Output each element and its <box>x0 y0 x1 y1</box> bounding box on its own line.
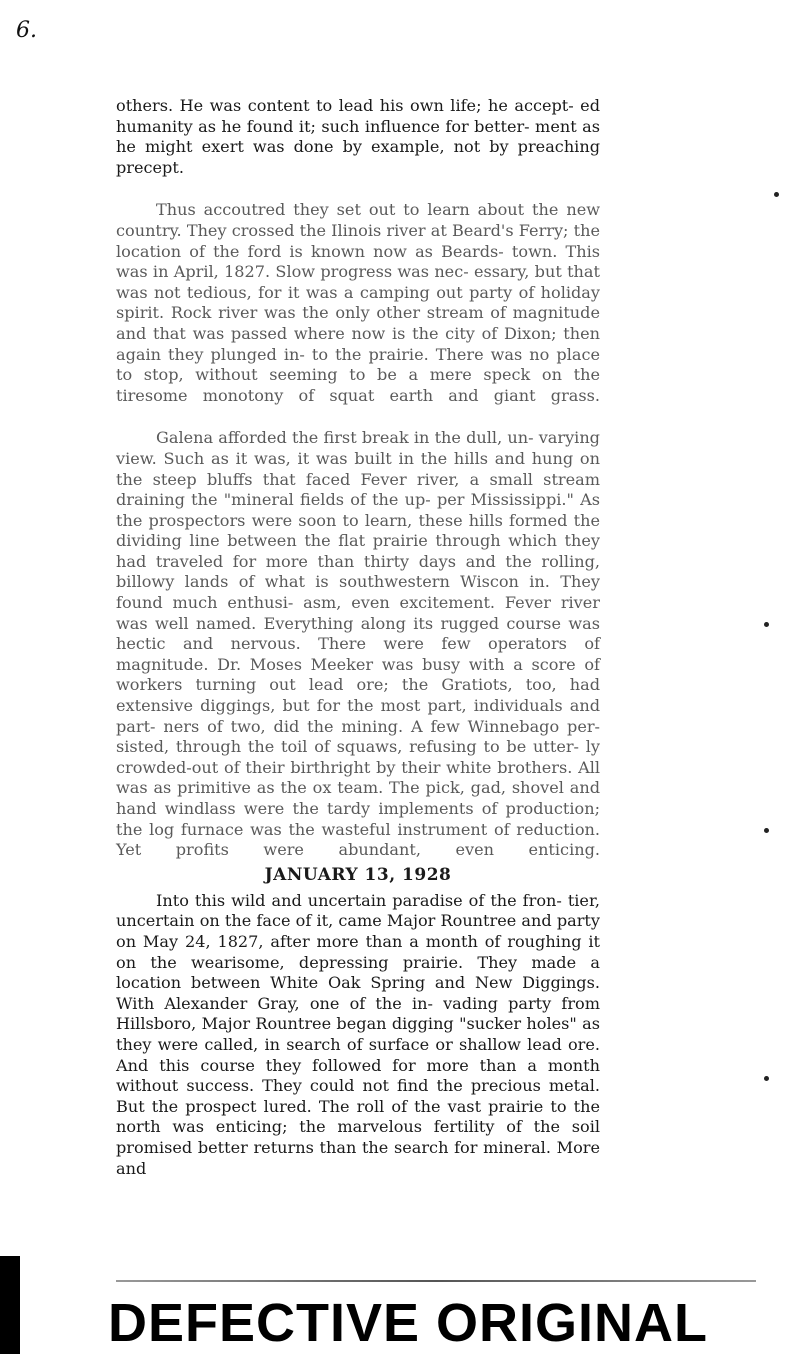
scan-edge-bar <box>0 1256 20 1354</box>
page-number: 6. <box>16 18 37 43</box>
footer-rule <box>116 1280 756 1282</box>
paragraph-2: Thus accoutred they set out to learn about the new country. They crossed the Ilinois river at Beard's Ferry; the location of the ford is known now as Beards- town. This was in April, 1827. Slow progress was nec- essary, but that was not tedious, for it was a camping out party of holiday spirit. Rock river was the only other stream of magnitude and that was passed where now is the city of Dixon; then again they plunged in- to the prairie. There was no place to stop, without seeming to be a mere speck on the tiresome monotony of squat earth and giant grass. <box>116 200 600 405</box>
date-heading: JANUARY 13, 1928 <box>264 864 452 885</box>
defective-original-stamp: DEFECTIVE ORIGINAL <box>108 1293 709 1353</box>
paragraph-1: others. He was content to lead his own life; he accept- ed humanity as he found it; such influence for better- ment as he might exert was done by example, not by preaching precept. <box>116 96 600 177</box>
margin-dot <box>764 828 769 833</box>
article-column <box>116 96 600 1179</box>
margin-dot <box>774 192 779 197</box>
margin-dot <box>764 1076 769 1081</box>
paragraph-3: Galena afforded the first break in the dull, un- varying view. Such as it was, it was built in the hills and hung on the steep bluffs that faced Fever river, a small stream draining the "mineral fields of the up- per Mississippi." As the prospectors were soon to learn, these hills formed the dividing line between the flat prairie through which they had traveled for more than thirty days and the rolling, billowy lands of what is southwestern Wiscon in. They found much enthusi- asm, even excitement. Fever river was well named. Everything along its rugged course was hectic and nervous. There were few operators of magnitude. Dr. Moses Meeker was busy with a score of workers turning out lead ore; the Gratiots, too, had extensive diggings, but for the most part, individuals and part- ners of two, did the mining. A few Winnebago per- sisted, through the toil of squaws, refusing to be utter- ly crowded-out of their birthright by their white brothers. All was as primitive as the ox team. The pick, gad, shovel and hand windlass were the tardy implements of production; the log furnace was the wasteful instrument of reduction. Yet profits were abundant, even enticing. <box>116 428 600 860</box>
paragraph-4: Into this wild and uncertain paradise of the fron- tier, uncertain on the face of it, came Major Rountree and party on May 24, 1827, after more than a month of roughing it on the wearisome, depressing prairie. They made a location between White Oak Spring and New Diggings. With Alexander Gray, one of the in- vading party from Hillsboro, Major Rountree began digging "sucker holes" as they were called, in search of surface or shallow lead ore. And this course they followed for more than a month without success. They could not find the precious metal. But the prospect lured. The roll of the vast prairie to the north was enticing; the marvelous fertility of the soil promised better returns than the search for mineral. More and <box>116 890 600 1178</box>
margin-dot <box>764 622 769 627</box>
